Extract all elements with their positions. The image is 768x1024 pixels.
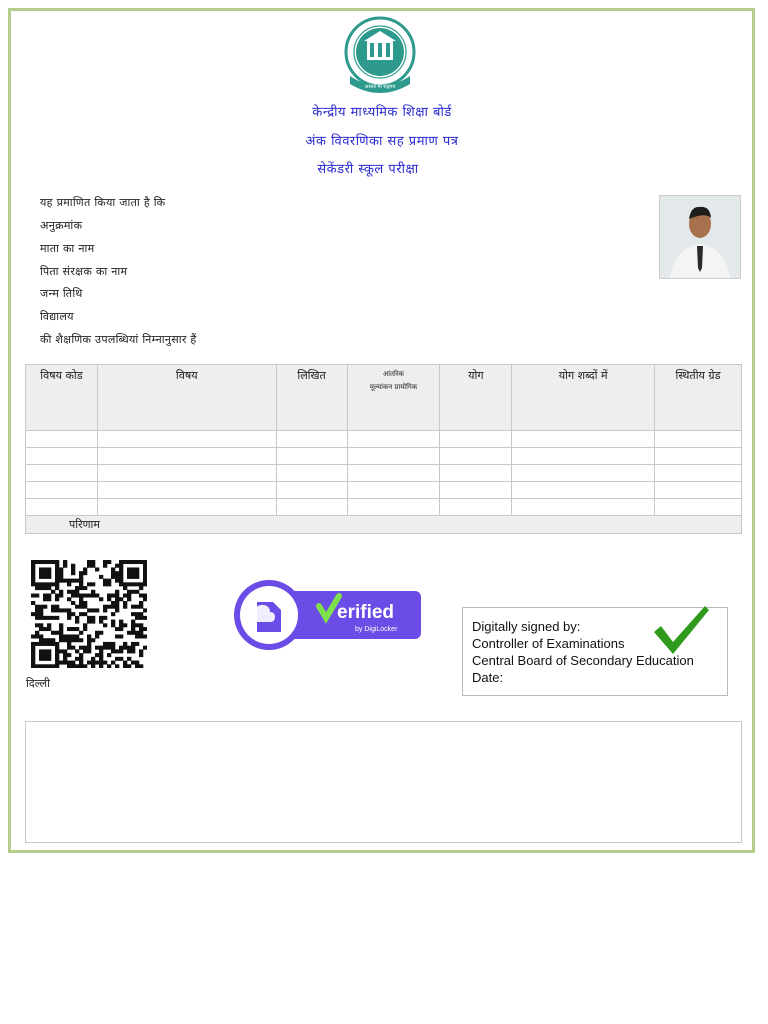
- col-total: योग: [440, 365, 512, 431]
- roll-number-label: अनुक्रमांक: [40, 219, 83, 232]
- city-label: दिल्ली: [26, 677, 50, 690]
- logo-motto-text: असतो मा सद्गमय: [364, 84, 396, 90]
- footer-box: [25, 721, 742, 843]
- result-row: [26, 516, 742, 534]
- qr-code-icon: [31, 560, 147, 668]
- result-label: परिणाम: [26, 516, 742, 534]
- col-subject: विषय: [97, 365, 276, 431]
- document-title: अंक विवरणिका सह प्रमाण पत्र: [305, 134, 459, 149]
- marks-table: [25, 364, 742, 534]
- table-header-row: [26, 365, 742, 431]
- dob-label: जन्म तिथि: [40, 287, 83, 300]
- sign-line-3: Central Board of Secondary Education: [472, 653, 694, 668]
- board-name: केन्द्रीय माध्यमिक शिक्षा बोर्ड: [312, 105, 452, 120]
- sign-line-1: Digitally signed by:: [472, 619, 581, 634]
- col-internal-line1: आंतरिक: [382, 370, 405, 378]
- digilocker-verified-badge: [233, 580, 423, 650]
- table-row: [26, 431, 742, 448]
- verified-text: erified: [337, 602, 395, 623]
- col-written: लिखित: [276, 365, 347, 431]
- col-subject-code: विषय कोड: [26, 365, 98, 431]
- table-row: [26, 448, 742, 465]
- sign-line-4: Date:: [472, 670, 504, 685]
- exam-name: सेकेंडरी स्कूल परीक्षा: [317, 162, 419, 177]
- student-photo-image: [660, 196, 740, 278]
- col-internal-assessment: [347, 365, 440, 431]
- sign-line-2: Controller of Examinations: [472, 636, 625, 651]
- table-row: [26, 465, 742, 482]
- green-check-icon: [651, 602, 711, 658]
- father-name-label: पिता संरक्षक का नाम: [40, 265, 128, 278]
- col-positional-grade: स्थितीय ग्रेड: [655, 365, 742, 431]
- col-total-words: योग शब्दों में: [512, 365, 655, 431]
- logo-country-text: भारत: [375, 70, 385, 76]
- student-photo: [659, 195, 741, 279]
- table-row: [26, 482, 742, 499]
- digital-signature-box: [462, 607, 728, 696]
- table-row: [26, 499, 742, 516]
- col-internal-line2: मूल्यांकन प्रायोगिक: [369, 383, 418, 391]
- verified-sub: by DigiLocker: [355, 626, 398, 633]
- achievements-intro: की शैक्षणिक उपलब्धियां निम्नानुसार हैं: [40, 333, 197, 346]
- mother-name-label: माता का नाम: [40, 242, 95, 255]
- cbse-emblem-icon: [340, 14, 420, 98]
- certify-intro: यह प्रमाणित किया जाता है कि: [40, 196, 166, 209]
- school-label: विद्यालय: [40, 310, 74, 323]
